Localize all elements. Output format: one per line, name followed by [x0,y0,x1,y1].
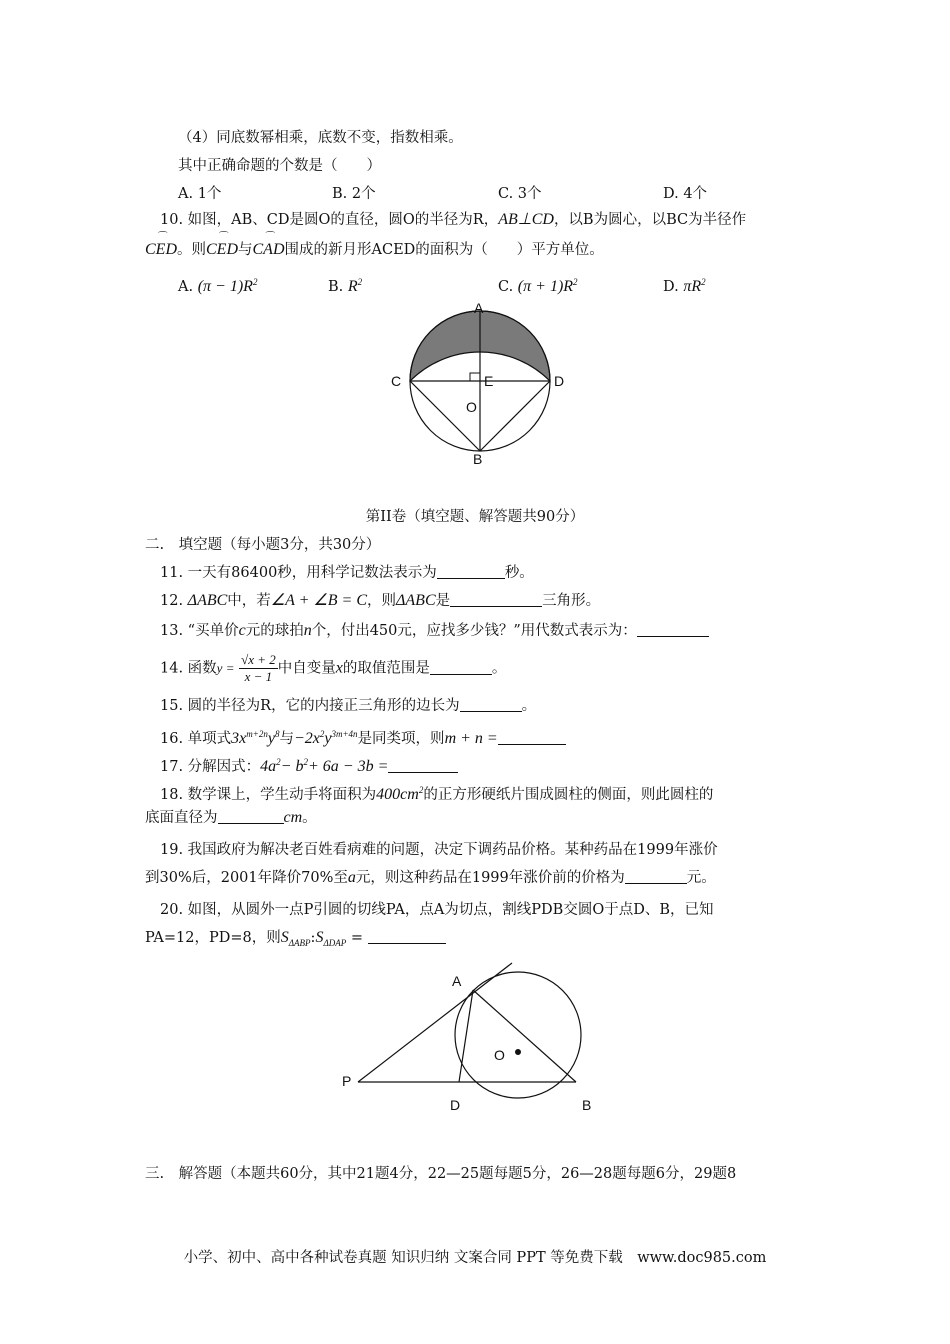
q12-tri: ΔABC [187,592,228,609]
q20-s2: S [315,929,324,946]
q11 [160,563,534,583]
q10-with: 与 [238,242,253,258]
q14-fraction [239,652,278,685]
page-footer: 小学、初中、高中各种试卷真题 知识归纳 文案合同 PPT 等免费下载 www.doc985.com [183,1250,767,1266]
q10-option-c-label: C. [498,279,514,295]
q16-text-b: 与 [279,731,294,747]
q10-label-a: A [474,300,484,316]
q14-text-b: 中自变量 [277,660,336,677]
q12-blank[interactable] [450,592,542,607]
q18-text-a: 数学课上，学生动手将面积为 [187,787,377,803]
q18-e: 2 [418,785,424,795]
q10-text-b: ，以B为圆心，以BC为半径作 [553,212,747,228]
q10-option-b-sq: 2 [357,277,363,287]
q14-numerator: √x + 2 [241,652,276,667]
q18-text-b: 的正方形硬纸片围成圆柱的侧面，则此圆柱的 [423,787,714,803]
prev-item4: （4）同底数幂相乘，底数不变，指数相乘。 [178,130,463,146]
q12-text-c: 是 [435,593,451,609]
q11-num: 11. [160,565,184,581]
q14-denominator: x − 1 [244,669,273,684]
q10-right-angle [470,373,480,381]
q10-label-b: B [473,451,483,467]
q17-expr-c: + 6a − 3b = [307,758,389,775]
prev-option-d: D. 4个 [663,186,708,202]
q19-text-a: 我国政府为解决老百姓看病难的问题，决定下调药品价格。某种药品在1999年涨价 [187,842,718,858]
q10-option-d [663,272,706,297]
q20-label-d: D [450,1097,461,1113]
q18-unit: cm [283,809,303,826]
q18-line2 [145,808,317,828]
q17-e-b: 2 [303,757,308,767]
q14-text-c: 的取值范围是 [342,660,430,677]
section2-header: 二. 填空题（每小题3分，共30分） [145,537,381,553]
q13-text-a: “买单价 [187,623,239,639]
q12-text-d: 三角形。 [542,593,601,609]
q19-text-c: 元，则这种药品在1999年涨价前的价格为 [355,870,625,886]
q20-text-a: 如图，从圆外一点P引圆的切线PA，点A为切点，割线PDB交圆O于点D、B，已知 [187,902,714,918]
prev-option-c: C. 3个 [498,186,542,202]
q16-mn: m + n = [444,730,498,747]
q14-blank[interactable] [430,660,492,675]
q16 [160,724,566,749]
q18-line1 [160,780,713,805]
q10-option-d-expr: πR [683,278,702,295]
q20-label-o: O [494,1047,505,1063]
q10-option-c-expr: (π + 1)R [517,278,574,295]
q20-label-p: P [342,1073,352,1089]
section3-header: 三. 解答题（本题共60分，其中21题4分，22—25题每题5分，26—28题每题6分，29题8 [145,1166,737,1182]
q20-label-b: B [582,1097,592,1113]
q14-y: y = [216,660,235,676]
q18-area: 400cm [376,786,419,803]
q17-expr-a: 4a [260,758,277,775]
q10-arc-ced: ⌒ CED [145,240,177,260]
q19-num: 19. [160,842,184,858]
q15 [160,696,536,716]
q10-arc-ced2: ⌒ CED [206,240,238,260]
q16-m1b: y [267,730,275,747]
q11-text-b: 秒。 [504,565,534,581]
q20-text-b: PA=12，PD=8，则 [145,930,281,946]
q10-perp: AB⊥CD [498,211,554,228]
q10-option-b [328,272,362,297]
q10-option-d-sq: 2 [701,277,706,287]
q14-text-a: 函数 [187,660,217,677]
q13-text-b: 元的球拍 [245,623,304,639]
q10-text-c: 。则 [177,242,206,258]
q16-blank[interactable] [498,730,566,745]
q17-text-a: 分解因式： [187,759,261,775]
q17-e-a: 2 [276,757,281,767]
q11-text-a: 一天有86400秒，用科学记数法表示为 [187,565,437,581]
q17-expr-b: − b [280,758,304,775]
q10-line1 [160,210,746,230]
q14-text-d: 。 [491,660,507,677]
q19-text-d: 元。 [686,870,716,886]
q12-text-a: 中，若 [227,593,271,609]
q20-eq: = [350,930,363,946]
q10-line2 [145,240,604,260]
q14-x: x [335,659,343,677]
q15-text-a: 圆的半径为R，它的内接正三角形的边长为 [187,698,460,714]
q13-num: 13. [160,623,184,639]
q15-blank[interactable] [460,697,522,712]
q16-num: 16. [160,731,184,747]
q17-blank[interactable] [388,758,458,773]
q12-num: 12. [160,593,184,609]
q20-label-a: A [452,973,462,989]
q20-line1 [160,900,714,920]
q10-figure [380,296,580,468]
q16-e2b: 3m+4n [331,729,358,739]
q13-blank[interactable] [637,622,709,637]
q20-segment-ab [473,990,576,1082]
q10-option-c [498,272,578,297]
q17 [160,752,458,777]
q13-n: n [303,622,312,639]
q16-m2b: y [324,730,332,747]
q10-option-a-sq: 2 [252,277,258,287]
q15-num: 15. [160,698,184,714]
q15-text-b: 。 [521,698,537,714]
q20-s1: S [280,929,289,946]
q10-option-a [178,272,257,297]
q20-num: 20. [160,902,184,918]
prev-option-a: A. 1个 [178,186,222,202]
q18-num: 18. [160,787,184,803]
q19-line1 [160,840,718,860]
q10-segment-cb [410,381,480,451]
q10-label-o: O [466,399,477,415]
q10-option-c-sq: 2 [573,277,578,287]
q20-s1-sub: ΔABP [288,938,311,948]
q11-blank[interactable] [437,564,505,579]
q12-cond: ∠A + ∠B = C [270,592,367,609]
q20-tangent-pa [358,963,512,1082]
q20-segment-ad [459,990,473,1082]
q19-a: a [347,869,356,886]
q12 [160,591,600,611]
q14-num: 14. [160,660,184,677]
q18-text-c: 底面直径为 [145,810,218,826]
q10-segment-db [480,381,550,451]
prev-option-b: B. 2个 [332,186,376,202]
q10-arc-cad: ⌒ CAD [253,240,285,260]
q10-text-d: 围成的新月形ACED的面积为（ ）平方单位。 [284,242,604,258]
q16-e1b: 8 [274,729,280,739]
q16-m2: −2x [293,730,320,747]
q10-option-b-label: B. [328,279,344,295]
q10-option-a-label: A. [178,279,194,295]
q19-line2 [145,868,716,888]
q20-s2-sub: ΔDAP [323,938,347,948]
q10-label-d: D [554,373,565,389]
q14 [160,652,506,685]
q10-label-e: E [484,373,494,389]
q10-num: 10. [160,212,184,228]
section2-title: 第II卷（填空题、解答题共90分） [365,509,585,525]
q12-tri2: ΔABC [396,592,436,609]
q10-label-c: C [391,373,402,389]
q20-blank[interactable] [368,929,446,944]
q10-option-b-expr: R [347,278,358,295]
q19-text-b: 到30%后，2001年降价70%至 [145,870,348,886]
q10-option-a-expr: (π − 1)R [197,278,253,295]
q19-blank[interactable] [625,869,687,884]
q17-num: 17. [160,759,184,775]
q20-center-dot [515,1049,521,1055]
q18-text-d: 。 [302,810,317,826]
prev-question: 其中正确命题的个数是（ ） [178,158,381,174]
q10-option-d-label: D. [663,279,679,295]
q16-text-c: 是同类项，则 [357,731,445,747]
q13-text-c: 个，付出450元，应找多少钱？”用代数式表示为： [311,623,637,639]
q18-blank[interactable] [218,809,284,824]
q16-text-a: 单项式 [187,731,232,747]
q13 [160,621,709,641]
q16-e1: m+2n [246,729,268,739]
q20-line2 [145,928,446,953]
q13-c: c [238,622,246,639]
q16-e2: 2 [319,729,325,739]
q20-colon: : [310,930,316,946]
q20-figure [330,958,620,1120]
q12-text-b: ，则 [367,593,396,609]
q16-m1: 3x [231,730,247,747]
q10-text-a: 如图，AB、CD是圆O的直径，圆O的半径为R， [187,212,499,228]
